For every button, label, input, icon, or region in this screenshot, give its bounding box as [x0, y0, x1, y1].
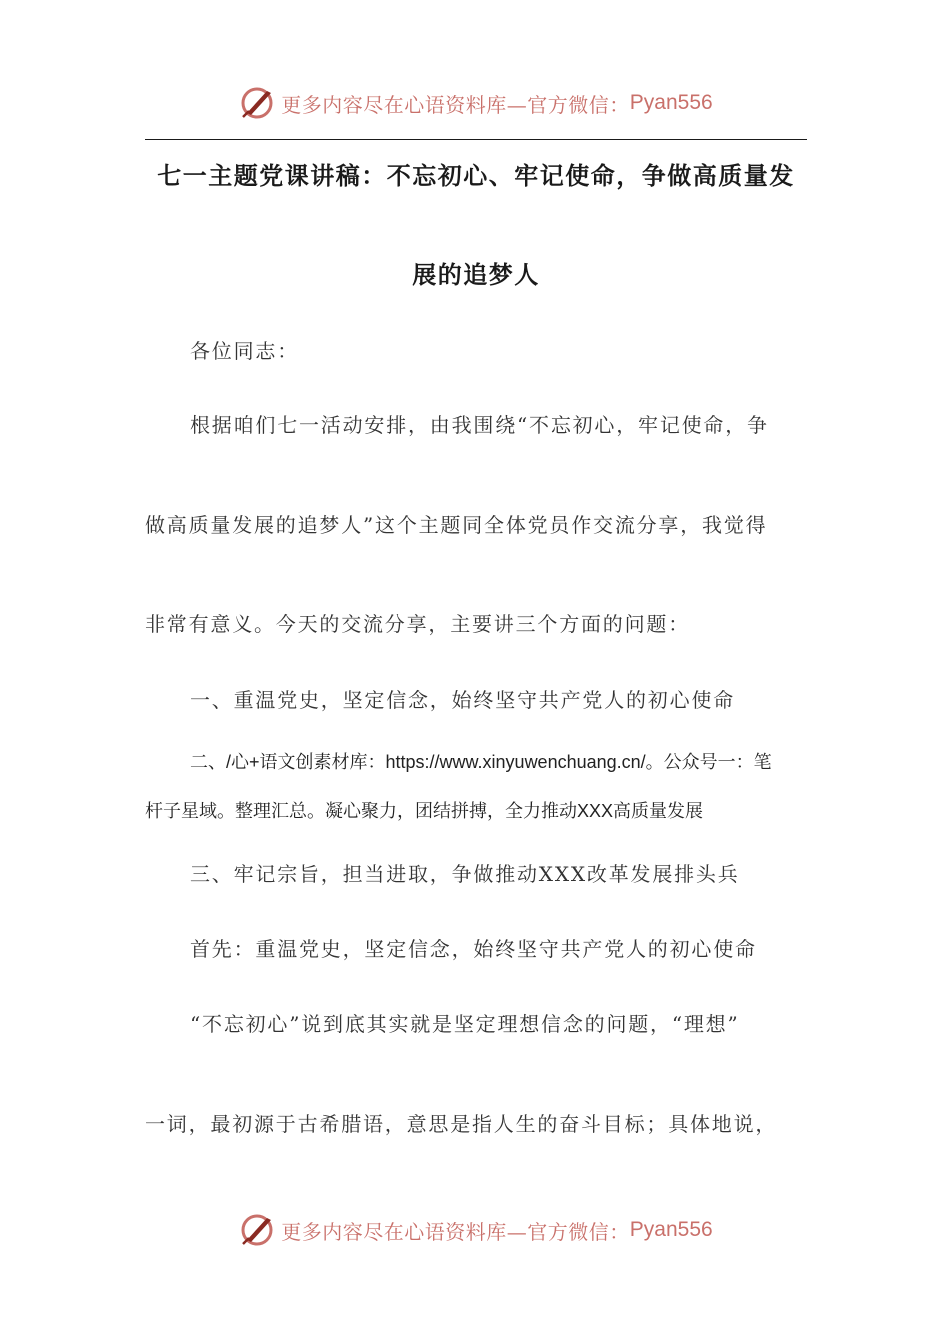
- salutation: 各位同志：: [190, 339, 299, 363]
- outline-item-3: 三、牢记宗旨，担当进取，争做推动XXX改革发展排头兵: [190, 862, 740, 886]
- header-banner: [0, 81, 950, 125]
- document-title-line-1: 七一主题党课讲稿：不忘初心、牢记使命，争做高质量发: [157, 161, 795, 190]
- body-line: 一词，最初源于古希腊语，意思是指人生的奋斗目标；具体地说，: [145, 1112, 778, 1136]
- body-line: 非常有意义。今天的交流分享，主要讲三个方面的问题：: [145, 612, 690, 636]
- document-title-line-2: 展的追梦人: [412, 260, 540, 289]
- quill-logo-icon: [237, 1210, 277, 1250]
- footer-banner-text: 更多内容尽在心语资料库—官方微信：: [281, 1219, 630, 1244]
- body-line: “不忘初心”说到底其实就是坚定理想信念的问题，“理想”: [190, 1012, 740, 1036]
- outline-item-2: 二、/心+语文创素材库：https://www.xinyuwenchuang.cn/。公众号一：笔: [190, 752, 772, 772]
- header-banner-text: 更多内容尽在心语资料库—官方微信：: [281, 92, 630, 117]
- footer-banner-wechat-id: Pyan556: [629, 1218, 713, 1241]
- footer-banner: [0, 1208, 950, 1252]
- outline-item-1: 一、重温党史，坚定信念，始终坚守共产党人的初心使命: [190, 688, 735, 712]
- section-heading: 首先：重温党史，坚定信念，始终坚守共产党人的初心使命: [190, 937, 757, 961]
- body-line: 根据咱们七一活动安排，由我围绕“不忘初心，牢记使命，争: [190, 413, 769, 437]
- body-line: 做高质量发展的追梦人”这个主题同全体党员作交流分享，我觉得: [145, 513, 768, 537]
- header-banner-wechat-id: Pyan556: [629, 91, 713, 114]
- header-divider: [145, 139, 807, 140]
- quill-logo-icon: [237, 83, 277, 123]
- outline-item-2-continued: 杆子星域。整理汇总。凝心聚力，团结拼搏，全力推动XXX高质量发展: [145, 801, 704, 821]
